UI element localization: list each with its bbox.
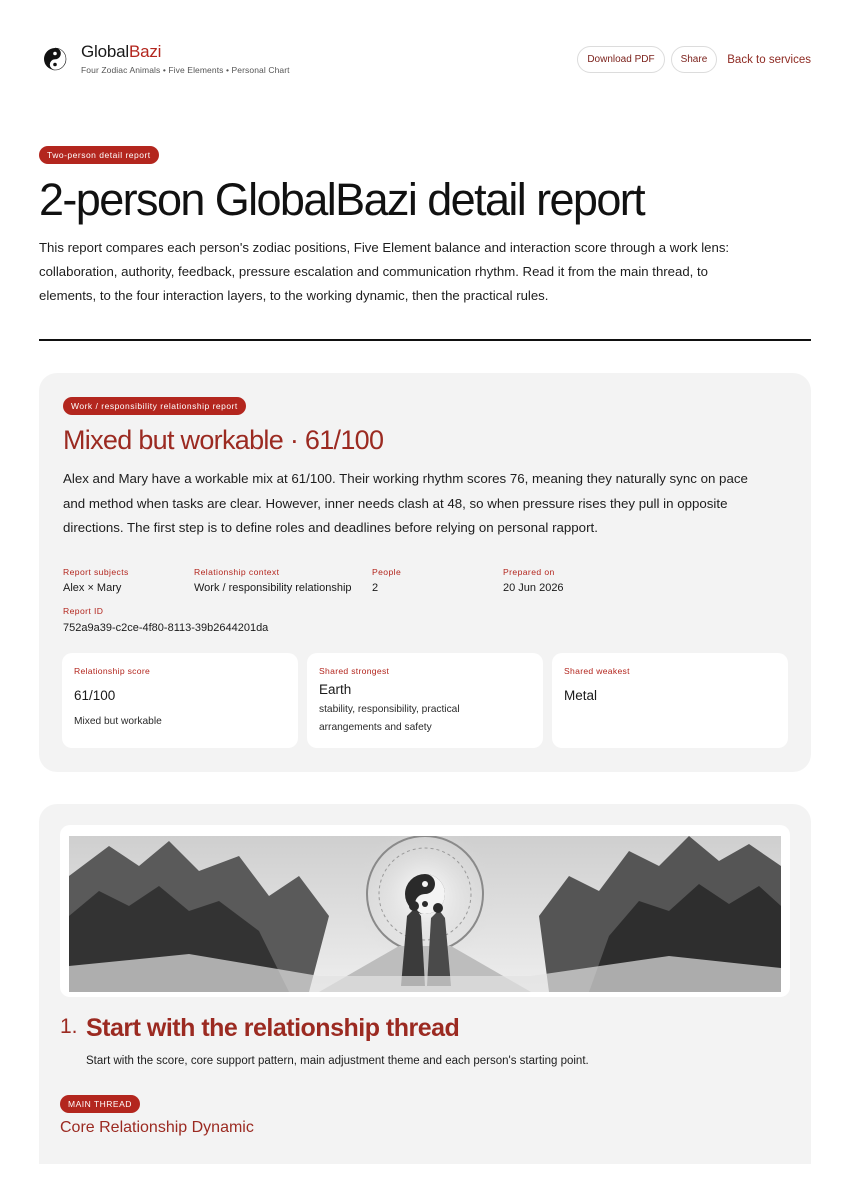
ink-landscape-illustration	[60, 825, 790, 997]
weakest-element-card	[552, 653, 788, 748]
intro-paragraph: This report compares each person's zodiac positions, Five Element balance and interaction score through a work lens: collaboration, authority, feedback, pressure escalation and communication rhythm. Read it from the main thread, to elements, to the four interaction layers, to the working dynamic, then the practical rules.	[39, 240, 730, 303]
download-pdf-button[interactable]: Download PDF	[577, 46, 664, 73]
strongest-label: Shared strongest	[319, 666, 390, 676]
relationship-thread-section	[39, 804, 811, 1164]
people-value: 2	[372, 582, 379, 594]
subjects-label: Report subjects	[63, 567, 129, 577]
section-divider	[39, 339, 811, 341]
score-card-value: 61/100	[74, 688, 116, 703]
relationship-type-badge: Work / responsibility relationship report	[63, 397, 246, 415]
site-header	[39, 40, 811, 80]
strongest-value: Earth	[319, 682, 352, 697]
score-card-sub: Mixed but workable	[74, 716, 162, 727]
people-label: People	[372, 567, 402, 577]
header-actions	[577, 46, 811, 73]
section-title: Start with the relationship thread	[86, 1014, 460, 1042]
score-card	[62, 653, 298, 748]
yin-yang-icon[interactable]	[43, 47, 67, 71]
brand-main: Global	[81, 42, 129, 61]
context-value: Work / responsibility relationship	[194, 582, 352, 594]
back-to-services-link[interactable]: Back to services	[727, 53, 811, 66]
verdict-summary: Alex and Mary have a workable mix at 61/100. Their working rhythm scores 76, meaning they naturally sync on pace and method when tasks are clear. However, inner needs clash at 48, so when pressure rises they pull in opposite directions. The first step is to define roles and deadlines before relying on personal rapport.	[63, 471, 748, 535]
report-type-badge: Two-person detail report	[39, 146, 159, 164]
weakest-value: Metal	[564, 688, 598, 703]
ink-landscape-art	[69, 836, 781, 992]
prepared-label: Prepared on	[503, 567, 555, 577]
weakest-label: Shared weakest	[564, 666, 630, 676]
section-description: Start with the score, core support pattern, main adjustment theme and each person's starting point.	[86, 1055, 589, 1067]
report-id-value: 752a9a39-c2ce-4f80-8113-39b2644201da	[63, 622, 269, 634]
context-label: Relationship context	[194, 567, 280, 577]
core-dynamic-heading: Core Relationship Dynamic	[60, 1119, 254, 1136]
prepared-value: 20 Jun 2026	[503, 582, 564, 594]
score-card-label: Relationship score	[74, 666, 151, 676]
summary-card	[39, 373, 811, 772]
brand-name[interactable]	[81, 42, 161, 62]
strongest-element-card	[307, 653, 543, 748]
main-thread-badge: MAIN THREAD	[60, 1095, 140, 1113]
strongest-sub: stability, responsibility, practical arrangements and safety	[319, 704, 460, 733]
page-title: 2-person GlobalBazi detail report	[39, 174, 645, 225]
verdict-heading: Mixed but workable · 61/100	[63, 425, 384, 455]
brand-accent: Bazi	[128, 42, 162, 61]
brand-tagline: Four Zodiac Animals • Five Elements • Personal Chart	[81, 65, 290, 75]
section-number: 1.	[60, 1015, 78, 1038]
report-id-label: Report ID	[63, 606, 104, 616]
share-button[interactable]: Share	[671, 46, 718, 73]
subjects-value: Alex × Mary	[63, 582, 122, 594]
